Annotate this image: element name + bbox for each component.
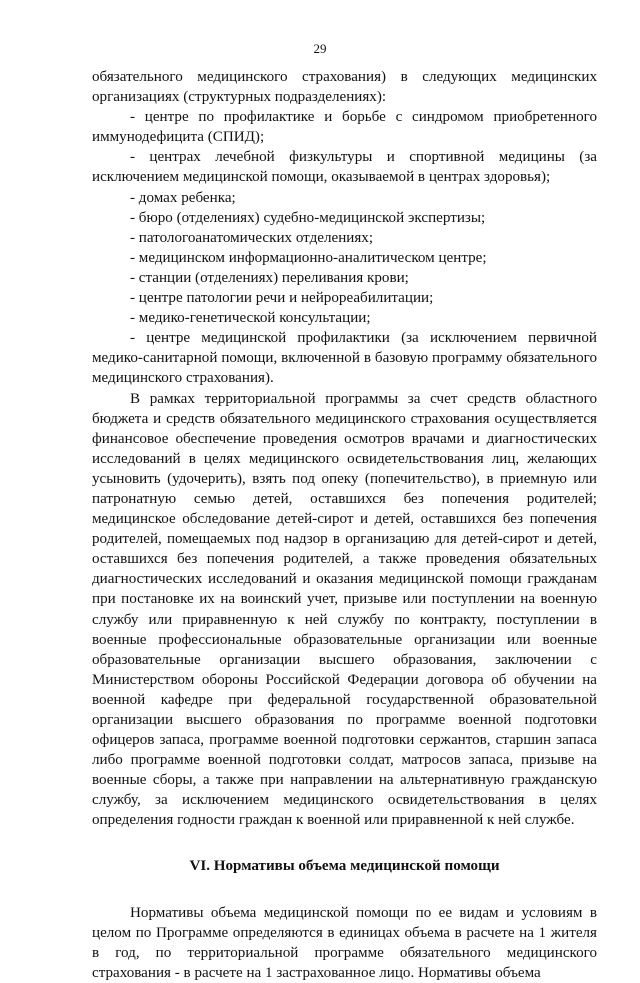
- paragraph-norms: Нормативы объема медицинской помощи по ее видам и условиям в целом по Программе определяются в единицах объема в расчете на 1 жителя в год, по территориальной программе обязательного медицинского страхования - в расчете на 1 застрахованное лицо. Нормативы объема: [92, 904, 597, 981]
- list-item-info-center: - медицинском информационно-аналитическом центре;: [130, 249, 487, 266]
- list-item-aids-center: - центре по профилактике и борьбе с синдромом приобретенного иммунодефицита (СПИД);: [92, 109, 597, 146]
- list-item-pathology: - патологоанатомических отделениях;: [130, 229, 374, 246]
- paragraph-intro: обязательного медицинского страхования) в следующих медицинских организациях (структурных подразделениях):: [92, 69, 597, 106]
- list-item-prevention-center: - центре медицинской профилактики (за исключением первичной медико-санитарной помощи, включенной в базовую программу обязательного медицинского страхования).: [92, 330, 597, 387]
- list-item-children-homes: - домах ребенка;: [130, 189, 236, 206]
- paragraph-financing: В рамках территориальной программы за счет средств областного бюджета и средств обязательного медицинского страхования осуществляется финансовое обеспечение проведения осмотров врачами и диагностических исследований в целях медицинского освидетельствования лиц, желающих усыновить (удочерить), взять под опеку (попечительство), в приемную или патронатную семью детей, оставшихся без попечения родителей; медицинское обследование детей-сирот и детей, оставшихся без попечения родителей, помещаемых под надзор в организацию для детей-сирот и детей, оставшихся без попечения родителей, а также проведения обязательных диагностических исследований и оказания медицинской помощи гражданам при постановке их на воинский учет, призыве или поступлении на военную службу или приравненную к ней службу по контракту, поступлении в военные профессиональные образовательные организации или военные образовательные организации высшего образования, заключении с Министерством обороны Российской Федерации договора об обучении на военной кафедре при федеральной государственной образовательной организации высшего образования по программе военной подготовки офицеров запаса, программе военной подготовки сержантов, старшин запаса либо программе военной подготовки солдат, матросов запаса, призыве на военные сборы, а также при направлении на альтернативную гражданскую службу, за исключением медицинского освидетельствования в целях определения годности граждан к военной или приравненной к ней службе.: [92, 390, 597, 829]
- list-item-genetic-consultation: - медико-генетической консультации;: [130, 310, 371, 327]
- page-number: 29: [313, 41, 327, 56]
- list-item-forensic-bureau: - бюро (отделениях) судебно-медицинской экспертизы;: [130, 209, 486, 226]
- list-item-speech-center: - центре патологии речи и нейрореабилитации;: [130, 290, 434, 307]
- page-body: [92, 67, 597, 983]
- list-item-blood-transfusion: - станции (отделениях) переливания крови;: [130, 269, 409, 286]
- list-item-sports-medicine: - центрах лечебной физкультуры и спортивной медицины (за исключением медицинской помощи, оказываемой в центрах здоровья);: [92, 149, 597, 186]
- section-heading: VI. Нормативы объема медицинской помощи: [189, 857, 500, 874]
